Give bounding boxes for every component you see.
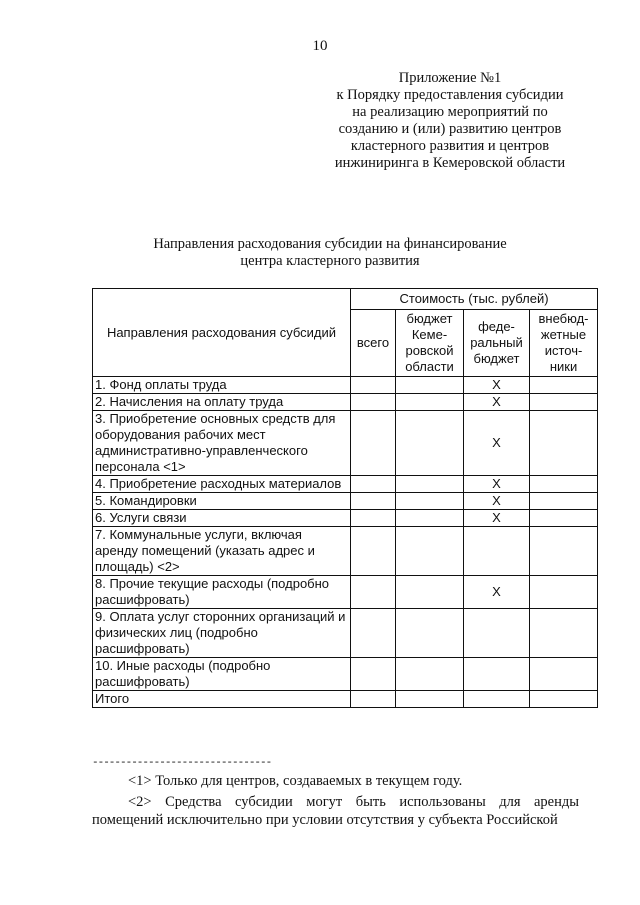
cell-offbudget <box>530 609 598 658</box>
table-row-total <box>93 691 598 708</box>
appendix-line: кластерного развития и центров <box>350 138 550 154</box>
table-row <box>93 576 598 609</box>
row-name: 2. Начисления на оплату труда <box>93 394 351 411</box>
document-title <box>60 236 600 270</box>
cell-total <box>351 576 396 609</box>
cell-offbudget <box>530 510 598 527</box>
appendix-line: к Порядку предоставления субсидии <box>336 87 564 103</box>
cell-offbudget <box>530 411 598 476</box>
cell-total <box>351 510 396 527</box>
row-name: 9. Оплата услуг сторонних организаций и физических лиц (подробно расшифровать) <box>93 609 351 658</box>
table-row <box>93 609 598 658</box>
table-row <box>93 377 598 394</box>
cell-offbudget <box>530 377 598 394</box>
cell-offbudget <box>530 527 598 576</box>
cell-regional <box>396 576 464 609</box>
footnote-2: <2> Средства субсидии могут быть использованы для аренды помещений исключительно при условии отсутствия у субъекта Российской <box>92 794 579 828</box>
table-row <box>93 394 598 411</box>
cell-regional <box>396 476 464 493</box>
cell-total <box>351 411 396 476</box>
table-row <box>93 476 598 493</box>
appendix-line: инжиниринга в Кемеровской области <box>334 155 566 171</box>
cell-regional <box>396 691 464 708</box>
cell-total <box>351 476 396 493</box>
table-row <box>93 527 598 576</box>
cell-federal <box>464 609 530 658</box>
cell-federal <box>464 658 530 691</box>
expense-table <box>92 288 598 708</box>
cell-offbudget <box>530 576 598 609</box>
table-row <box>93 411 598 476</box>
header-total: всего <box>351 310 396 377</box>
footnote-1: <1> Только для центров, создаваемых в текущем году. <box>128 773 463 789</box>
header-offbudget: внебюд-жетные источ-ники <box>530 310 598 377</box>
table-row <box>93 510 598 527</box>
cell-federal: X <box>464 493 530 510</box>
appendix-header <box>320 70 580 172</box>
row-name: 1. Фонд оплаты труда <box>93 377 351 394</box>
cell-federal <box>464 527 530 576</box>
row-name: 6. Услуги связи <box>93 510 351 527</box>
cell-total <box>351 658 396 691</box>
cell-offbudget <box>530 394 598 411</box>
cell-offbudget <box>530 658 598 691</box>
cell-federal: X <box>464 411 530 476</box>
cell-offbudget <box>530 493 598 510</box>
cell-regional <box>396 493 464 510</box>
row-name: 3. Приобретение основных средств для оборудования рабочих мест административно-управленческого персонала <1> <box>93 411 351 476</box>
cell-regional <box>396 609 464 658</box>
header-federal-budget: феде-ральный бюджет <box>464 310 530 377</box>
header-cost: Стоимость (тыс. рублей) <box>351 289 598 310</box>
cell-total <box>351 377 396 394</box>
cell-regional <box>396 510 464 527</box>
cell-total <box>351 691 396 708</box>
row-name: 8. Прочие текущие расходы (подробно расшифровать) <box>93 576 351 609</box>
title-line: центра кластерного развития <box>240 253 420 269</box>
cell-total <box>351 609 396 658</box>
cell-regional <box>396 377 464 394</box>
appendix-line: на реализацию мероприятий по <box>352 104 548 120</box>
cell-offbudget <box>530 476 598 493</box>
cell-federal <box>464 691 530 708</box>
cell-federal: X <box>464 394 530 411</box>
cell-federal: X <box>464 510 530 527</box>
header-expense-directions: Направления расходования субсидий <box>93 289 351 377</box>
cell-federal: X <box>464 476 530 493</box>
row-name: 10. Иные расходы (подробно расшифровать) <box>93 658 351 691</box>
page-number: 10 <box>312 38 328 54</box>
row-name: Итого <box>93 691 351 708</box>
appendix-line: созданию и (или) развитию центров <box>338 121 562 137</box>
cell-regional <box>396 658 464 691</box>
cell-total <box>351 527 396 576</box>
title-line: Направления расходования субсидии на финансирование <box>153 236 507 252</box>
appendix-line: Приложение №1 <box>398 70 502 86</box>
table-row <box>93 493 598 510</box>
cell-regional <box>396 394 464 411</box>
row-name: 7. Коммунальные услуги, включая аренду помещений (указать адрес и площадь) <2> <box>93 527 351 576</box>
cell-total <box>351 394 396 411</box>
cell-total <box>351 493 396 510</box>
row-name: 5. Командировки <box>93 493 351 510</box>
cell-regional <box>396 411 464 476</box>
cell-federal: X <box>464 377 530 394</box>
cell-federal: X <box>464 576 530 609</box>
footnote-separator: -------------------------------- <box>92 757 272 769</box>
row-name: 4. Приобретение расходных материалов <box>93 476 351 493</box>
cell-regional <box>396 527 464 576</box>
table-row <box>93 658 598 691</box>
header-regional-budget: бюджет Кеме-ровской области <box>396 310 464 377</box>
cell-offbudget <box>530 691 598 708</box>
